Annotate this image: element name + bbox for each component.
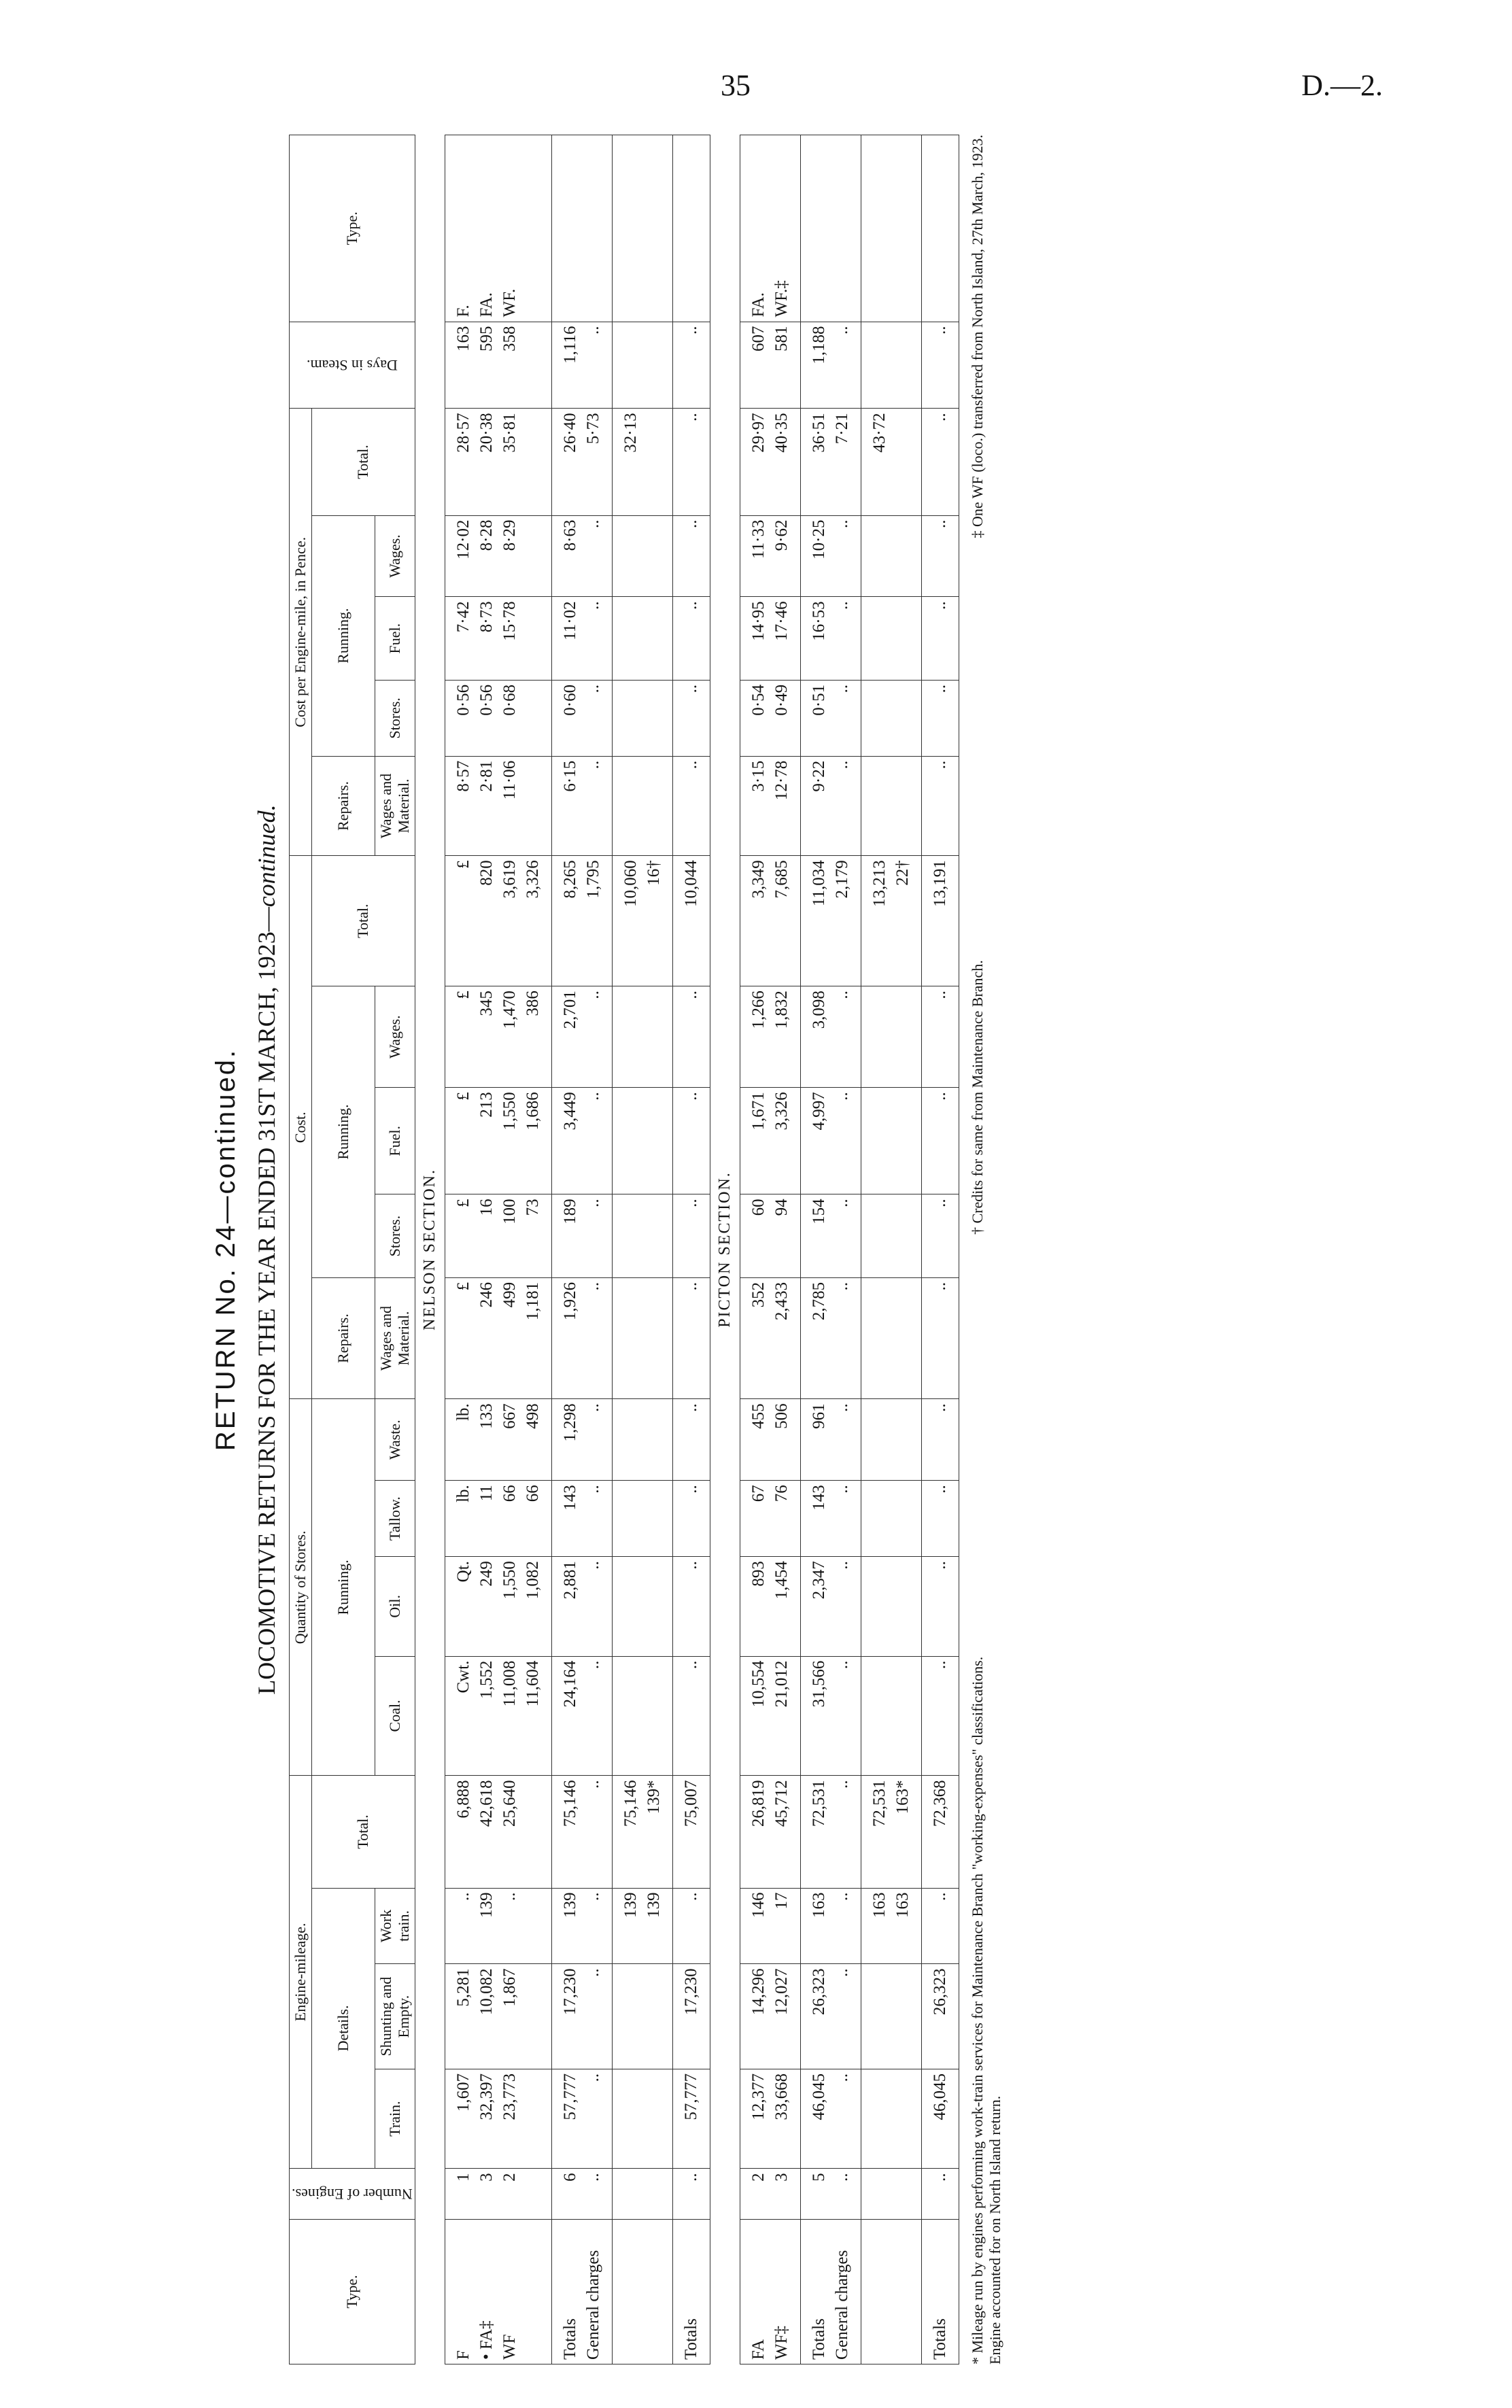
picton-engine-rows [740,135,800,2364]
nelson-final-num: .. [672,2169,710,2220]
col-cost-per-mile: Cost per Engine-mile, in Pence. [290,409,312,856]
nelson-total: 6,888 42,618 25,640 [445,1776,551,1888]
nelson-shunting: 5,281 10,082 1,867 [445,1964,551,2069]
nelson-final-coal: .. [672,1656,710,1776]
picton-final-cost-total: 13,191 [921,856,959,986]
col-num-engines: Number of Engines. [290,2169,415,2220]
col-stores-running: Running. [312,1399,375,1776]
nelson-final-pence-fuel: .. [672,597,710,681]
nelson-days: 163 595 358 [445,322,551,409]
picton-final-days: .. [921,322,959,409]
subtitle-continued: continued. [253,804,280,908]
picton-totals-pence-repairs: 9·22 .. [800,756,861,855]
nelson-final-row [672,135,710,2364]
picton-final-oil: .. [921,1557,959,1656]
col-waste: Waste. [375,1399,415,1481]
picton-final-pence-stores: .. [921,680,959,756]
picton-totals-cost-wages: 3,098 .. [800,986,861,1088]
nelson-totals-waste: 1,298 .. [551,1399,612,1481]
locomotive-returns-table [289,135,959,2364]
nelson-final-pence-stores: .. [672,680,710,756]
nelson-totals-cost-wages: 2,701 .. [551,986,612,1088]
picton-totals-cost-repairs: 2,785 .. [800,1277,861,1398]
picton-pence-stores: 0·54 0·49 [740,680,800,756]
nelson-final-cost-stores: .. [672,1194,710,1278]
nelson-final-cost-wages: .. [672,986,710,1088]
picton-final-total: 72,368 [921,1776,959,1888]
nelson-totals-total: 75,146 .. [551,1776,612,1888]
nelson-totals-pence-stores: 0·60 .. [551,680,612,756]
col-cost-fuel: Fuel. [375,1088,415,1194]
col-pence-fuel: Fuel. [375,597,415,681]
picton-days: 607 581 [740,322,800,409]
picton-final-train: 46,045 [921,2069,959,2168]
picton-adjust-pence-total: 43·72 [861,409,921,515]
col-coal: Coal. [375,1656,415,1776]
nelson-totals-train: 57,777 .. [551,2069,612,2168]
nelson-num: 1 3 2 [445,2169,551,2220]
nelson-totals-pence-fuel: 11·02 .. [551,597,612,681]
picton-totals-train: 46,045 .. [800,2069,861,2168]
picton-totals-pence-fuel: 16·53 .. [800,597,861,681]
picton-final-pence-wages: .. [921,515,959,597]
picton-totals-days: 1,188 .. [800,322,861,409]
picton-waste: 455 506 [740,1399,800,1481]
picton-totals-total: 72,531 .. [800,1776,861,1888]
nelson-final-shunting: 17,230 [672,1964,710,2069]
picton-pence-fuel: 14·95 17·46 [740,597,800,681]
nelson-totals-days: 1,116 .. [551,322,612,409]
nelson-pence-stores: 0·56 0·56 0·68 [445,680,551,756]
nelson-final-cost-repairs: .. [672,1277,710,1398]
picton-final-shunting: 26,323 [921,1964,959,2069]
col-shunting: Shunting and Empty. [375,1964,415,2069]
col-cost-wages: Wages. [375,986,415,1088]
nelson-final-days: .. [672,322,710,409]
picton-cost-wages: 1,266 1,832 [740,986,800,1088]
nelson-totals-oil: 2,881 .. [551,1557,612,1656]
document-code: D.—2. [1301,69,1383,102]
picton-final-tallow: .. [921,1481,959,1557]
nelson-final-waste: .. [672,1399,710,1481]
col-pence-wages-material: Wages and Material. [375,756,415,855]
nelson-totals-tallow: 143 .. [551,1481,612,1557]
nelson-final-cost-total: 10,044 [672,856,710,986]
rotated-return-table [197,135,1299,2364]
nelson-cost-stores: £ 16 100 73 [445,1194,551,1278]
col-cost-repairs: Repairs. [312,1277,375,1398]
nelson-final-cost-fuel: .. [672,1088,710,1194]
nelson-final-pence-total: .. [672,409,710,515]
picton-total: 26,819 45,712 [740,1776,800,1888]
col-details: Details. [312,1888,375,2169]
nelson-engine-rows [445,135,551,2364]
col-quantity-stores: Quantity of Stores. [290,1399,312,1776]
nelson-cost-fuel: £ 213 1,550 1,686 [445,1088,551,1194]
picton-pence-wages: 11·33 9·62 [740,515,800,597]
nelson-adjust-total: 75,146 139* [612,1776,672,1888]
page-number: 35 [721,69,751,102]
picton-totals-waste: 961 .. [800,1399,861,1481]
col-engine-mileage: Engine-mileage. [290,1776,312,2169]
nelson-tallow: lb. 11 66 66 [445,1481,551,1557]
picton-totals-pence-stores: 0·51 .. [800,680,861,756]
col-pence-running: Running. [312,515,375,756]
picton-tallow: 67 76 [740,1481,800,1557]
footnote-dagger: † Credits for same from Maintenance Branch. [968,960,986,1235]
picton-work: 146 17 [740,1888,800,1964]
nelson-cost-total: £ 820 3,619 3,326 [445,856,551,986]
nelson-totals-num: 6 .. [551,2169,612,2220]
nelson-adjust-pence-total: 32·13 [612,409,672,515]
nelson-totals-shunting: 17,230 .. [551,1964,612,2069]
picton-totals-oil: 2,347 .. [800,1557,861,1656]
picton-totals-label: Totals General charges [800,2219,861,2364]
nelson-pence-total: 28·57 20·38 35·81 [445,409,551,515]
nelson-coal: Cwt. 1,552 11,008 11,604 [445,1656,551,1776]
nelson-pence-fuel: 7·42 8·73 15·78 [445,597,551,681]
nelson-type-right: F. FA. WF. [445,135,551,322]
picton-pence-repairs: 3·15 12·78 [740,756,800,855]
picton-totals-cost-fuel: 4,997 .. [800,1088,861,1194]
picton-adjust-work: 163 163 [861,1888,921,1964]
nelson-oil: Qt. 249 1,550 1,082 [445,1557,551,1656]
picton-final-work: .. [921,1888,959,1964]
col-type: Type. [290,2219,415,2364]
nelson-work: .. 139 .. [445,1888,551,1964]
picton-type: FA WF‡ [740,2219,800,2364]
col-cost-total: Total. [312,856,415,986]
col-cost-stores: Stores. [375,1194,415,1278]
picton-final-cost-stores: .. [921,1194,959,1278]
picton-adjust-row [861,135,921,2364]
footnote-double-dagger: ‡ One WF (loco.) transferred from North Island, 27th March, 1923. [968,135,986,538]
picton-final-coal: .. [921,1656,959,1776]
col-tallow: Tallow. [375,1481,415,1557]
col-pence-stores: Stores. [375,680,415,756]
nelson-waste: lb. 133 667 498 [445,1399,551,1481]
nelson-final-tallow: .. [672,1481,710,1557]
col-work-train: Work train. [375,1888,415,1964]
picton-cost-fuel: 1,671 3,326 [740,1088,800,1194]
picton-totals-pence-total: 36·51 7·21 [800,409,861,515]
nelson-final-train: 57,777 [672,2069,710,2168]
nelson-cost-repairs: £ 246 499 1,181 [445,1277,551,1398]
col-mileage-total: Total. [312,1776,415,1888]
picton-final-waste: .. [921,1399,959,1481]
nelson-final-label: Totals [672,2219,710,2364]
nelson-final-work: .. [672,1888,710,1964]
picton-shunting: 14,296 12,027 [740,1964,800,2069]
col-train: Train. [375,2069,415,2168]
nelson-train: 1,607 32,397 23,773 [445,2069,551,2168]
footnotes [969,135,1004,2364]
nelson-adjust-work: 139 139 [612,1888,672,1964]
picton-totals-cost-stores: 154 .. [800,1194,861,1278]
nelson-totals-work: 139 .. [551,1888,612,1964]
picton-cost-total: 3,349 7,685 [740,856,800,986]
col-days-in-steam: Days in Steam. [290,322,415,409]
nelson-section-title: NELSON SECTION. [415,135,445,2364]
nelson-cost-wages: £ 345 1,470 386 [445,986,551,1088]
col-pence-wages: Wages. [375,515,415,597]
col-cost-wages-material: Wages and Material. [375,1277,415,1398]
return-subtitle [252,135,281,2364]
picton-totals-num: 5 .. [800,2169,861,2220]
picton-adjust-cost-total: 13,213 22† [861,856,921,986]
picton-cost-stores: 60 94 [740,1194,800,1278]
picton-adjust-total: 72,531 163* [861,1776,921,1888]
subtitle-text: LOCOMOTIVE RETURNS FOR THE YEAR ENDED 31ST MARCH, 1923— [253,907,280,1695]
nelson-totals-cost-stores: 189 .. [551,1194,612,1278]
picton-totals-work: 163 .. [800,1888,861,1964]
picton-final-num: .. [921,2169,959,2220]
nelson-final-total: 75,007 [672,1776,710,1888]
col-cost: Cost. [290,856,312,1399]
picton-final-label: Totals [921,2219,959,2364]
nelson-adjust-row [612,135,672,2364]
picton-totals-cost-total: 11,034 2,179 [800,856,861,986]
picton-type-right: FA. WF.‡ [740,135,800,322]
picton-num: 2 3 [740,2169,800,2220]
col-pence-total: Total. [312,409,415,515]
picton-totals-tallow: 143 .. [800,1481,861,1557]
picton-final-pence-total: .. [921,409,959,515]
nelson-totals-row [551,135,612,2364]
picton-final-pence-fuel: .. [921,597,959,681]
col-cost-running: Running. [312,986,375,1278]
picton-cost-repairs: 352 2,433 [740,1277,800,1398]
picton-train: 12,377 33,668 [740,2069,800,2168]
picton-coal: 10,554 21,012 [740,1656,800,1776]
nelson-adjust-cost-total: 10,060 16† [612,856,672,986]
picton-pence-total: 29·97 40·35 [740,409,800,515]
picton-totals-pence-wages: 10·25 .. [800,515,861,597]
col-oil: Oil. [375,1557,415,1656]
picton-totals-coal: 31,566 .. [800,1656,861,1776]
nelson-pence-wages: 12·02 8·28 8·29 [445,515,551,597]
nelson-totals-pence-wages: 8·63 .. [551,515,612,597]
col-type-right: Type. [290,135,415,322]
picton-final-cost-fuel: .. [921,1088,959,1194]
nelson-totals-pence-total: 26·40 5·73 [551,409,612,515]
nelson-totals-cost-repairs: 1,926 .. [551,1277,612,1398]
picton-final-pence-repairs: .. [921,756,959,855]
picton-final-cost-repairs: .. [921,1277,959,1398]
picton-section-title: PICTON SECTION. [710,135,740,2364]
nelson-totals-pence-repairs: 6·15 .. [551,756,612,855]
nelson-totals-coal: 24,164 .. [551,1656,612,1776]
footnote-star: * Mileage run by engines performing work-train services for Maintenance Branch "working-expenses" classifications. Engine accounted for on North Island return. [968,1656,1003,2364]
picton-final-row [921,135,959,2364]
nelson-final-pence-wages: .. [672,515,710,597]
picton-final-cost-wages: .. [921,986,959,1088]
picton-totals-shunting: 26,323 .. [800,1964,861,2069]
col-pence-repairs: Repairs. [312,756,375,855]
nelson-final-oil: .. [672,1557,710,1656]
nelson-totals-cost-fuel: 3,449 .. [551,1088,612,1194]
nelson-final-pence-repairs: .. [672,756,710,855]
picton-oil: 893 1,454 [740,1557,800,1656]
nelson-pence-repairs: 8·57 2·81 11·06 [445,756,551,855]
nelson-type: F • FA‡ WF [445,2219,551,2364]
nelson-totals-cost-total: 8,265 1,795 [551,856,612,986]
nelson-totals-label: Totals General charges [551,2219,612,2364]
picton-totals-row [800,135,861,2364]
return-title: RETURN No. 24—continued. [211,1048,241,1451]
